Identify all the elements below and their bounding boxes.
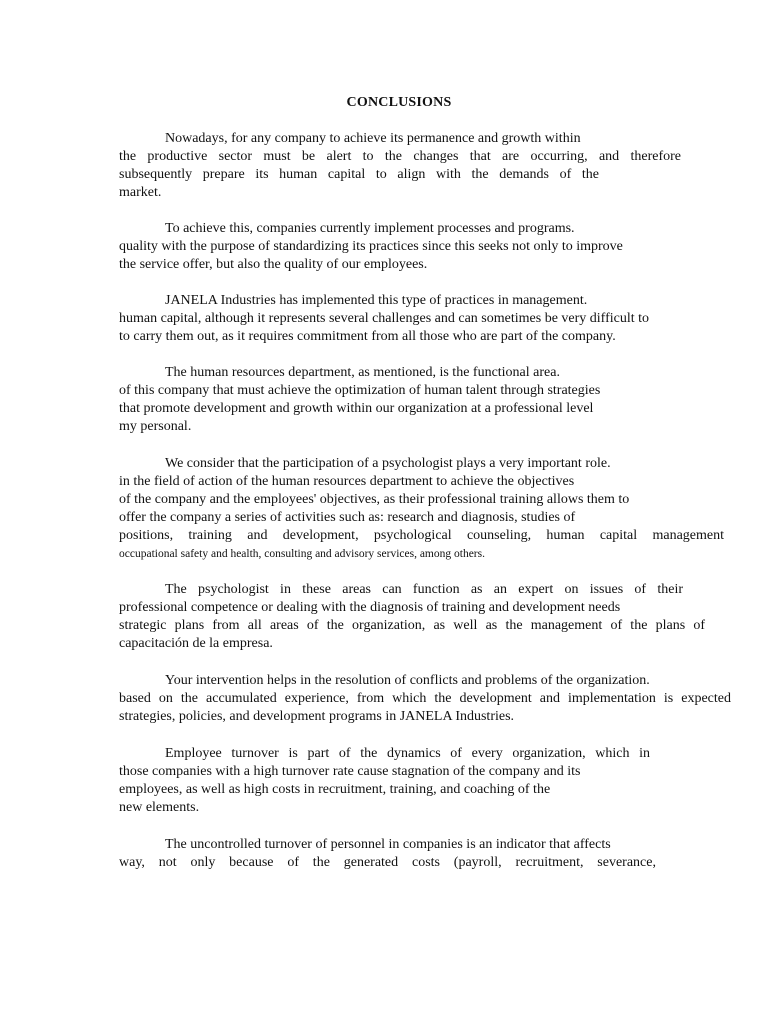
paragraph-1-line-3: subsequently prepare its human capital to align with the demands of the	[119, 167, 599, 182]
paragraph-6-line-3: strategic plans from all areas of the organization, as well as the management of the plans of	[119, 618, 705, 633]
paragraph-9-line-2: way, not only because of the generated costs (payroll, recruitment, severance,	[119, 855, 656, 870]
paragraph-4-line-2: of this company that must achieve the optimization of human talent through strategies	[119, 383, 601, 398]
paragraph-7-line-2: based on the accumulated experience, from which the development and implementation is expected	[119, 691, 731, 706]
paragraph-4-line-1: The human resources department, as mentioned, is the functional area.	[165, 365, 560, 380]
paragraph-4-line-4: my personal.	[119, 419, 192, 434]
paragraph-6-line-1: The psychologist in these areas can function as an expert on issues of their	[165, 582, 683, 597]
paragraph-1-line-2: the productive sector must be alert to the changes that are occurring, and therefore	[119, 149, 681, 164]
paragraph-7-line-3: strategies, policies, and development programs in JANELA Industries.	[119, 709, 515, 724]
paragraph-5-line-4: offer the company a series of activities such as: research and diagnosis, studies of	[119, 510, 576, 525]
paragraph-2-line-2: quality with the purpose of standardizing its practices since this seeks not only to improve	[119, 239, 623, 254]
paragraph-6-line-2: professional competence or dealing with the diagnosis of training and development needs	[119, 600, 621, 615]
paragraph-3-line-3: to carry them out, as it requires commitment from all those who are part of the company.	[119, 329, 616, 344]
paragraph-5-line-3: of the company and the employees' objectives, as their professional training allows them to	[119, 492, 630, 507]
paragraph-1-line-1: Nowadays, for any company to achieve its permanence and growth within	[165, 131, 581, 146]
paragraph-7-line-1: Your intervention helps in the resolution of conflicts and problems of the organization.	[165, 673, 650, 688]
document-title: CONCLUSIONS	[346, 95, 452, 110]
paragraph-8-line-3: employees, as well as high costs in recruitment, training, and coaching of the	[119, 782, 551, 797]
paragraph-9-line-1: The uncontrolled turnover of personnel in companies is an indicator that affects	[165, 837, 611, 852]
paragraph-3-line-2: human capital, although it represents several challenges and can sometimes be very difficult to	[119, 311, 650, 326]
paragraph-5-line-1: We consider that the participation of a psychologist plays a very important role.	[165, 456, 611, 471]
paragraph-2-line-3: the service offer, but also the quality of our employees.	[119, 257, 428, 272]
paragraph-8-line-4: new elements.	[119, 800, 200, 815]
paragraph-8-line-1: Employee turnover is part of the dynamics of every organization, which in	[165, 746, 650, 761]
paragraph-4-line-3: that promote development and growth within our organization at a professional level	[119, 401, 594, 416]
paragraph-1-line-4: market.	[119, 185, 162, 200]
paragraph-6-line-4: capacitación de la empresa.	[119, 636, 273, 651]
paragraph-5-line-6: occupational safety and health, consulting and advisory services, among others.	[119, 548, 485, 560]
paragraph-5-line-5: positions, training and development, psychological counseling, human capital management	[119, 528, 724, 543]
paragraph-3-line-1: JANELA Industries has implemented this type of practices in management.	[165, 293, 588, 308]
paragraph-2-line-1: To achieve this, companies currently implement processes and programs.	[165, 221, 575, 236]
paragraph-8-line-2: those companies with a high turnover rate cause stagnation of the company and its	[119, 764, 581, 779]
paragraph-5-line-2: in the field of action of the human resources department to achieve the objectives	[119, 474, 575, 489]
